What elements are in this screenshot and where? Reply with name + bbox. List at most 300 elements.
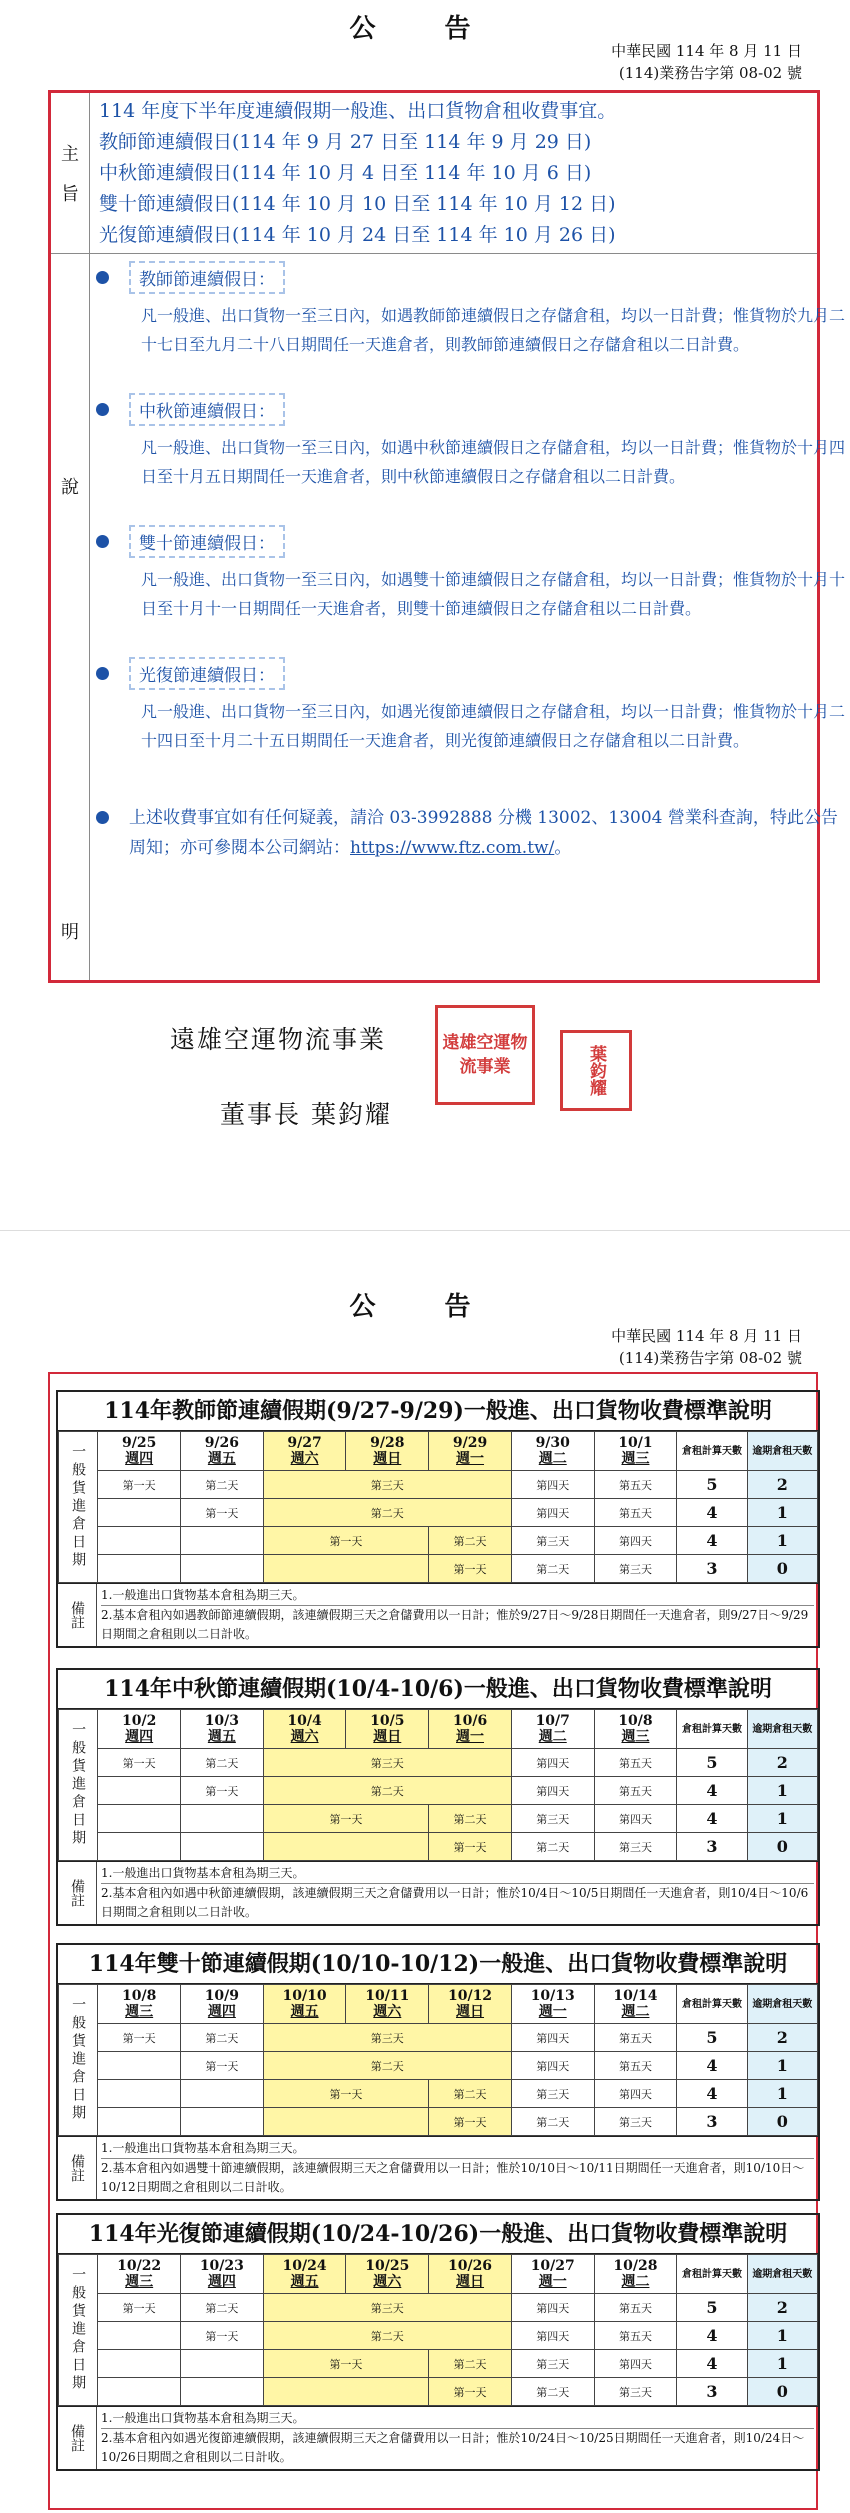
charge-days-header: 倉租計算天數: [677, 1432, 747, 1471]
date-header: [594, 1710, 677, 1749]
day-cell: [98, 1833, 181, 1861]
note-line: 2.基本倉租內如遇光復節連續假期，該連續假期三天之倉儲費用以一日計；惟於10/24日～10/25日期間任一天進倉者，則10/24日～10/26日期間之倉租則以二日計收。: [101, 2431, 805, 2464]
charge-days-value: 4: [677, 2350, 747, 2378]
date-header: [263, 1432, 346, 1471]
day-cell: [181, 1833, 264, 1861]
day-cell: [98, 2108, 181, 2136]
date-header: [263, 1710, 346, 1749]
day-cell: [98, 2350, 181, 2378]
announcement-frame: [48, 90, 846, 983]
row-label: 一般貨進倉日期: [59, 2255, 98, 2406]
day-cell: 第一天: [98, 2024, 181, 2052]
date-header: [429, 1710, 512, 1749]
weekday: 週六: [373, 2004, 402, 2020]
charge-days-header: 倉租計算天數: [677, 1985, 747, 2024]
holiday-cell: [263, 1833, 428, 1861]
weekday: 週三: [621, 1451, 650, 1467]
item-heading: 雙十節連續假日：: [96, 525, 285, 558]
day-cell: 第五天: [594, 2024, 677, 2052]
bullet-icon: [96, 403, 109, 416]
holiday-span-cell: 第二天: [263, 2052, 511, 2080]
day-cell: [98, 2052, 181, 2080]
description-label-bottom: 明: [61, 922, 79, 943]
overdue-days-value: 1: [747, 1805, 817, 1833]
weekday: 週五: [207, 1729, 236, 1745]
notes-section: [58, 1583, 818, 1646]
company-seal: 遠雄空運物流事業: [435, 1005, 535, 1105]
date-value: 9/26: [204, 1435, 240, 1451]
day-cell: 第二天: [181, 1749, 264, 1777]
overdue-days-value: 1: [747, 2350, 817, 2378]
date-header: [181, 2255, 264, 2294]
fee-table-block: [56, 1390, 820, 1648]
date-value: 10/14: [613, 1988, 658, 2004]
date-header: [98, 1710, 181, 1749]
date-value: 10/9: [204, 1988, 240, 2004]
date-header: [346, 1710, 429, 1749]
day-cell: 第三天: [511, 2350, 594, 2378]
item-heading: 中秋節連續假日：: [96, 393, 285, 426]
company-name: 遠雄空運物流事業: [170, 1025, 387, 1054]
overdue-days-value: 1: [747, 2322, 817, 2350]
charge-days-value: 5: [677, 2294, 747, 2322]
holiday-span-cell: 第三天: [263, 1749, 511, 1777]
charge-days-value: 5: [677, 1471, 747, 1499]
day-cell: 第一天: [429, 1833, 512, 1861]
date-value: 10/7: [535, 1713, 570, 1729]
charge-days-value: 4: [677, 2080, 747, 2108]
charge-days-value: 3: [677, 2378, 747, 2406]
holiday-span-cell: 第三天: [263, 2294, 511, 2322]
date-header: [594, 1432, 677, 1471]
day-cell: 第一天: [98, 1471, 181, 1499]
fee-table: [58, 1431, 818, 1583]
notes-label: 備註: [58, 1584, 97, 1646]
weekday: 週六: [290, 1729, 319, 1745]
description-label-top: 說: [61, 477, 79, 498]
charge-days-value: 5: [677, 1749, 747, 1777]
day-cell: 第四天: [511, 1471, 594, 1499]
table-row: [59, 1833, 818, 1861]
date-value: 10/3: [204, 1713, 240, 1729]
day-cell: [181, 2080, 264, 2108]
holiday-cell: [263, 2378, 428, 2406]
weekday: 週日: [456, 2004, 485, 2020]
table-row: [59, 2322, 818, 2350]
date-header: [429, 1985, 512, 2024]
date-header: [181, 1432, 264, 1471]
day-cell: 第一天: [181, 2322, 264, 2350]
overdue-days-value: 1: [747, 1499, 817, 1527]
date-value: 9/30: [535, 1435, 570, 1451]
notes-label: 備註: [58, 2137, 97, 2199]
holiday-span-cell: 第二天: [263, 1777, 511, 1805]
day-cell: 第四天: [511, 1777, 594, 1805]
weekday: 週一: [538, 2274, 567, 2290]
date-header: [346, 2255, 429, 2294]
page-title: 公 告: [349, 1292, 501, 1322]
notes-section: [58, 1861, 818, 1924]
table-row: [59, 2294, 818, 2322]
date-line: 中華民國 114 年 8 月 11 日: [611, 1327, 802, 1345]
day-cell: [98, 1527, 181, 1555]
date-value: 10/10: [282, 1988, 327, 2004]
date-value: 10/13: [530, 1988, 575, 2004]
date-value: 10/6: [452, 1713, 488, 1729]
charge-days-value: 3: [677, 1555, 747, 1583]
table-row: [59, 2080, 818, 2108]
weekday: 週二: [621, 2274, 650, 2290]
note-line: 1.一般進出口貨物基本倉租為期三天。: [101, 2409, 814, 2429]
overdue-days-value: 1: [747, 2080, 817, 2108]
holiday-span-cell: 第一天: [263, 2080, 428, 2108]
weekday: 週六: [373, 2274, 402, 2290]
fee-table-title: 114年光復節連續假期(10/24-10/26)一般進、出口貨物收費標準說明: [58, 2215, 818, 2254]
day-cell: [181, 1527, 264, 1555]
weekday: 週四: [125, 1451, 154, 1467]
weekday: 週六: [290, 1451, 319, 1467]
weekday: 週三: [125, 2274, 154, 2290]
subject-section: [51, 93, 817, 254]
overdue-days-header: 逾期倉租天數: [747, 2255, 817, 2294]
day-cell: 第五天: [594, 1499, 677, 1527]
overdue-days-value: 0: [747, 2108, 817, 2136]
charge-days-value: 5: [677, 2024, 747, 2052]
day-cell: 第三天: [511, 2080, 594, 2108]
overdue-days-value: 1: [747, 2052, 817, 2080]
weekday: 週一: [456, 1451, 485, 1467]
overdue-days-value: 0: [747, 1833, 817, 1861]
date-header: [98, 1985, 181, 2024]
charge-days-value: 4: [677, 1499, 747, 1527]
weekday: 週日: [373, 1729, 402, 1745]
holiday-span-cell: 第一天: [263, 1527, 428, 1555]
subject-line: 光復節連續假日(114 年 10 月 24 日至 114 年 10 月 26 日): [99, 224, 616, 246]
date-value: 10/22: [117, 2258, 162, 2274]
day-cell: 第四天: [511, 1749, 594, 1777]
weekday: 週日: [456, 2274, 485, 2290]
day-cell: 第三天: [511, 1527, 594, 1555]
subject-label: 主旨: [61, 144, 79, 205]
day-cell: 第四天: [511, 2322, 594, 2350]
charge-days-header: 倉租計算天數: [677, 1710, 747, 1749]
note-line: 1.一般進出口貨物基本倉租為期三天。: [101, 2139, 814, 2159]
day-cell: 第五天: [594, 1471, 677, 1499]
date-value: 9/28: [370, 1435, 405, 1451]
date-value: 10/28: [613, 2258, 658, 2274]
doc-header: [611, 40, 802, 84]
note-line: 1.一般進出口貨物基本倉租為期三天。: [101, 1864, 814, 1884]
day-cell: 第一天: [181, 1499, 264, 1527]
date-value: 10/23: [199, 2258, 244, 2274]
weekday: 週二: [538, 1451, 567, 1467]
date-value: 10/11: [365, 1988, 410, 2004]
day-cell: 第二天: [511, 2108, 594, 2136]
overdue-days-value: 0: [747, 1555, 817, 1583]
day-cell: 第一天: [181, 2052, 264, 2080]
weekday: 週二: [538, 1729, 567, 1745]
day-cell: 第四天: [511, 2294, 594, 2322]
date-header: [429, 1432, 512, 1471]
fee-table-block: [56, 2213, 820, 2471]
day-cell: 第四天: [511, 2024, 594, 2052]
reference-number: (114)業務告字第 08-02 號: [618, 1349, 802, 1367]
day-cell: 第二天: [511, 2378, 594, 2406]
page-title: 公 告: [349, 14, 501, 44]
date-line: 中華民國 114 年 8 月 11 日: [611, 42, 802, 60]
day-cell: [181, 2378, 264, 2406]
bullet-icon: [96, 667, 109, 680]
notes-label: 備註: [58, 2407, 97, 2469]
date-value: 10/5: [370, 1713, 405, 1729]
fee-table-title: 114年中秋節連續假期(10/4-10/6)一般進、出口貨物收費標準說明: [58, 1670, 818, 1709]
date-value: 10/27: [530, 2258, 575, 2274]
overdue-days-value: 1: [747, 1527, 817, 1555]
table-row: [59, 2108, 818, 2136]
date-value: 10/24: [282, 2258, 327, 2274]
day-cell: 第四天: [511, 2052, 594, 2080]
charge-days-value: 3: [677, 1833, 747, 1861]
fee-table-title: 114年教師節連續假期(9/27-9/29)一般進、出口貨物收費標準說明: [58, 1392, 818, 1431]
day-cell: [181, 1805, 264, 1833]
subject-lines: [99, 96, 616, 251]
weekday: 週四: [207, 2004, 236, 2020]
announcement-page-2: [0, 1270, 850, 2513]
day-cell: 第一天: [429, 2378, 512, 2406]
weekday: 週五: [290, 2274, 319, 2290]
day-cell: 第一天: [181, 1777, 264, 1805]
day-cell: [181, 1555, 264, 1583]
day-cell: 第二天: [429, 2350, 512, 2378]
weekday: 週一: [538, 2004, 567, 2020]
overdue-days-header: 逾期倉租天數: [747, 1985, 817, 2024]
table-row: [59, 2052, 818, 2080]
overdue-days-value: 0: [747, 2378, 817, 2406]
holiday-cell: [263, 2108, 428, 2136]
holiday-span-cell: 第一天: [263, 2350, 428, 2378]
bullet-icon: [96, 535, 109, 548]
day-cell: 第五天: [594, 1749, 677, 1777]
day-cell: 第一天: [98, 1749, 181, 1777]
date-header: [594, 2255, 677, 2294]
day-cell: 第四天: [594, 1805, 677, 1833]
day-cell: 第二天: [429, 2080, 512, 2108]
table-row: [59, 1499, 818, 1527]
description-label-column: [51, 253, 90, 980]
charge-days-value: 3: [677, 2108, 747, 2136]
table-row: [59, 1555, 818, 1583]
subject-line: 教師節連續假日(114 年 9 月 27 日至 114 年 9 月 29 日): [99, 131, 592, 153]
overdue-days-header: 逾期倉租天數: [747, 1710, 817, 1749]
date-header: [594, 1985, 677, 2024]
overdue-days-value: 2: [747, 2294, 817, 2322]
day-cell: [98, 1499, 181, 1527]
overdue-days-value: 1: [747, 1777, 817, 1805]
day-cell: 第五天: [594, 2322, 677, 2350]
contact-note: 上述收費事宜如有任何疑義，請洽 03-3992888 分機 13002、13004 營業科查詢，特此公告周知；亦可參閱本公司網站：https://www.ftz.com.tw/。: [96, 803, 850, 863]
date-value: 10/2: [121, 1713, 157, 1729]
table-row: [59, 1805, 818, 1833]
date-header: [511, 2255, 594, 2294]
item-body: 凡一般進、出口貨物一至三日內，如遇中秋節連續假日之存儲倉租，均以一日計費；惟貨物於十月四日至十月五日期間任一天進倉者，則中秋節連續假日之存儲倉租以二日計費。: [141, 438, 846, 486]
item-body: 凡一般進、出口貨物一至三日內，如遇光復節連續假日之存儲倉租，均以一日計費；惟貨物於十月二十四日至十月二十五日期間任一天進倉者，則光復節連續假日之存儲倉租以二日計費。: [141, 702, 846, 750]
weekday: 週三: [621, 1729, 650, 1745]
table-row: [59, 1527, 818, 1555]
day-cell: 第二天: [429, 1527, 512, 1555]
fee-table-block: [56, 1943, 820, 2201]
day-cell: 第三天: [594, 2108, 677, 2136]
bullet-icon: [96, 811, 109, 824]
holiday-span-cell: 第三天: [263, 2024, 511, 2052]
chairman-signature: 董事長 葉鈞耀: [220, 1100, 392, 1129]
row-label: 一般貨進倉日期: [59, 1710, 98, 1861]
weekday: 週五: [290, 2004, 319, 2020]
day-cell: 第三天: [594, 1833, 677, 1861]
weekday: 週一: [456, 1729, 485, 1745]
chairman-seal: 葉鈞耀: [560, 1030, 632, 1111]
day-cell: 第五天: [594, 2294, 677, 2322]
weekday: 週四: [125, 1729, 154, 1745]
charge-days-header: 倉租計算天數: [677, 2255, 747, 2294]
date-header: [181, 1985, 264, 2024]
day-cell: 第三天: [594, 1555, 677, 1583]
charge-days-value: 4: [677, 1805, 747, 1833]
charge-days-value: 4: [677, 1527, 747, 1555]
day-cell: 第四天: [511, 1499, 594, 1527]
table-row: [59, 2024, 818, 2052]
overdue-days-header: 逾期倉租天數: [747, 1432, 817, 1471]
holiday-span-cell: 第二天: [263, 1499, 511, 1527]
day-cell: 第一天: [98, 2294, 181, 2322]
subject-line: 雙十節連續假日(114 年 10 月 10 日至 114 年 10 月 12 日): [99, 193, 616, 215]
contact-text: 上述收費事宜如有任何疑義，請洽 03-3992888 分機 13002、13004 營業科查詢，特此公告周知；亦可參閱本公司網站：: [129, 808, 838, 858]
date-header: [263, 2255, 346, 2294]
day-cell: 第二天: [181, 1471, 264, 1499]
day-cell: 第二天: [511, 1555, 594, 1583]
day-cell: [98, 2322, 181, 2350]
date-value: 10/8: [618, 1713, 653, 1729]
holiday-span-cell: 第二天: [263, 2322, 511, 2350]
overdue-days-value: 2: [747, 2024, 817, 2052]
fee-table-block: [56, 1668, 820, 1926]
item-heading: 光復節連續假日：: [96, 657, 285, 690]
day-cell: 第四天: [594, 1527, 677, 1555]
day-cell: [98, 1777, 181, 1805]
fee-table: [58, 2254, 818, 2406]
table-row: [59, 2350, 818, 2378]
day-cell: 第二天: [181, 2024, 264, 2052]
weekday: 週二: [621, 2004, 650, 2020]
fee-table-title: 114年雙十節連續假期(10/10-10/12)一般進、出口貨物收費標準說明: [58, 1945, 818, 1984]
date-header: [263, 1985, 346, 2024]
notes-section: [58, 2406, 818, 2469]
row-label: 一般貨進倉日期: [59, 1432, 98, 1583]
date-header: [346, 1432, 429, 1471]
doc-header: [611, 1325, 802, 1369]
item-body: 凡一般進、出口貨物一至三日內，如遇雙十節連續假日之存儲倉租，均以一日計費；惟貨物於十月十日至十月十一日期間任一天進倉者，則雙十節連續假日之存儲倉租以二日計費。: [141, 570, 846, 618]
date-header: [511, 1985, 594, 2024]
date-header: [511, 1432, 594, 1471]
note-line: 2.基本倉租內如遇教師節連續假期，該連續假期三天之倉儲費用以一日計；惟於9/27日～9/28日期間任一天進倉者，則9/27日～9/29日期間之倉租則以二日計收。: [101, 1608, 809, 1641]
charge-days-value: 4: [677, 2322, 747, 2350]
date-value: 10/4: [287, 1713, 322, 1729]
fee-table: [58, 1709, 818, 1861]
day-cell: 第一天: [429, 1555, 512, 1583]
holiday-span-cell: 第一天: [263, 1805, 428, 1833]
note-line: 1.一般進出口貨物基本倉租為期三天。: [101, 1586, 814, 1606]
bullet-icon: [96, 271, 109, 284]
date-header: [511, 1710, 594, 1749]
date-header: [98, 1432, 181, 1471]
notes-label: 備註: [58, 1862, 97, 1924]
website-link[interactable]: https://www.ftz.com.tw/: [350, 838, 555, 858]
day-cell: [181, 2108, 264, 2136]
day-cell: 第四天: [594, 2080, 677, 2108]
weekday: 週四: [207, 2274, 236, 2290]
day-cell: [98, 1555, 181, 1583]
weekday: 週三: [125, 2004, 154, 2020]
weekday: 週日: [373, 1451, 402, 1467]
note-line: 2.基本倉租內如遇中秋節連續假期，該連續假期三天之倉儲費用以一日計；惟於10/4日～10/5日期間任一天進倉者，則10/4日～10/6日期間之倉租則以二日計收。: [101, 1886, 809, 1919]
date-header: [98, 2255, 181, 2294]
day-cell: 第二天: [429, 1805, 512, 1833]
table-row: [59, 1777, 818, 1805]
day-cell: [98, 2080, 181, 2108]
item-heading: 教師節連續假日：: [96, 261, 285, 294]
subject-line: 114 年度下半年度連續假期一般進、出口貨物倉租收費事宜。: [99, 100, 617, 122]
date-value: 9/29: [452, 1435, 488, 1451]
day-cell: 第二天: [181, 2294, 264, 2322]
day-cell: [181, 2350, 264, 2378]
day-cell: 第三天: [511, 1805, 594, 1833]
day-cell: 第三天: [594, 2378, 677, 2406]
table-row: [59, 1749, 818, 1777]
page-divider: [0, 1230, 850, 1271]
day-cell: [98, 1805, 181, 1833]
date-value: 10/1: [618, 1435, 653, 1451]
date-value: 10/12: [447, 1988, 493, 2004]
date-value: 9/25: [121, 1435, 157, 1451]
charge-days-value: 4: [677, 1777, 747, 1805]
charge-days-value: 4: [677, 2052, 747, 2080]
row-label: 一般貨進倉日期: [59, 1985, 98, 2136]
day-cell: 第四天: [594, 2350, 677, 2378]
date-value: 10/26: [447, 2258, 493, 2274]
overdue-days-value: 2: [747, 1749, 817, 1777]
table-row: [59, 2378, 818, 2406]
announcement-page-1: [0, 0, 850, 1230]
holiday-span-cell: 第三天: [263, 1471, 511, 1499]
holiday-cell: [263, 1555, 428, 1583]
date-value: 10/8: [121, 1988, 157, 2004]
date-value: 10/25: [365, 2258, 410, 2274]
day-cell: 第一天: [429, 2108, 512, 2136]
fee-table: [58, 1984, 818, 2136]
date-header: [181, 1710, 264, 1749]
note-line: 2.基本倉租內如遇雙十節連續假期，該連續假期三天之倉儲費用以一日計；惟於10/10日～10/11日期間任一天進倉者，則10/10日～10/12日期間之倉租則以二日計收。: [101, 2161, 805, 2194]
date-header: [429, 2255, 512, 2294]
notes-section: [58, 2136, 818, 2199]
table-row: [59, 1471, 818, 1499]
date-header: [346, 1985, 429, 2024]
overdue-days-value: 2: [747, 1471, 817, 1499]
weekday: 週五: [207, 1451, 236, 1467]
date-value: 9/27: [287, 1435, 322, 1451]
reference-number: (114)業務告字第 08-02 號: [618, 64, 802, 82]
day-cell: 第五天: [594, 2052, 677, 2080]
day-cell: [98, 2378, 181, 2406]
day-cell: 第二天: [511, 1833, 594, 1861]
